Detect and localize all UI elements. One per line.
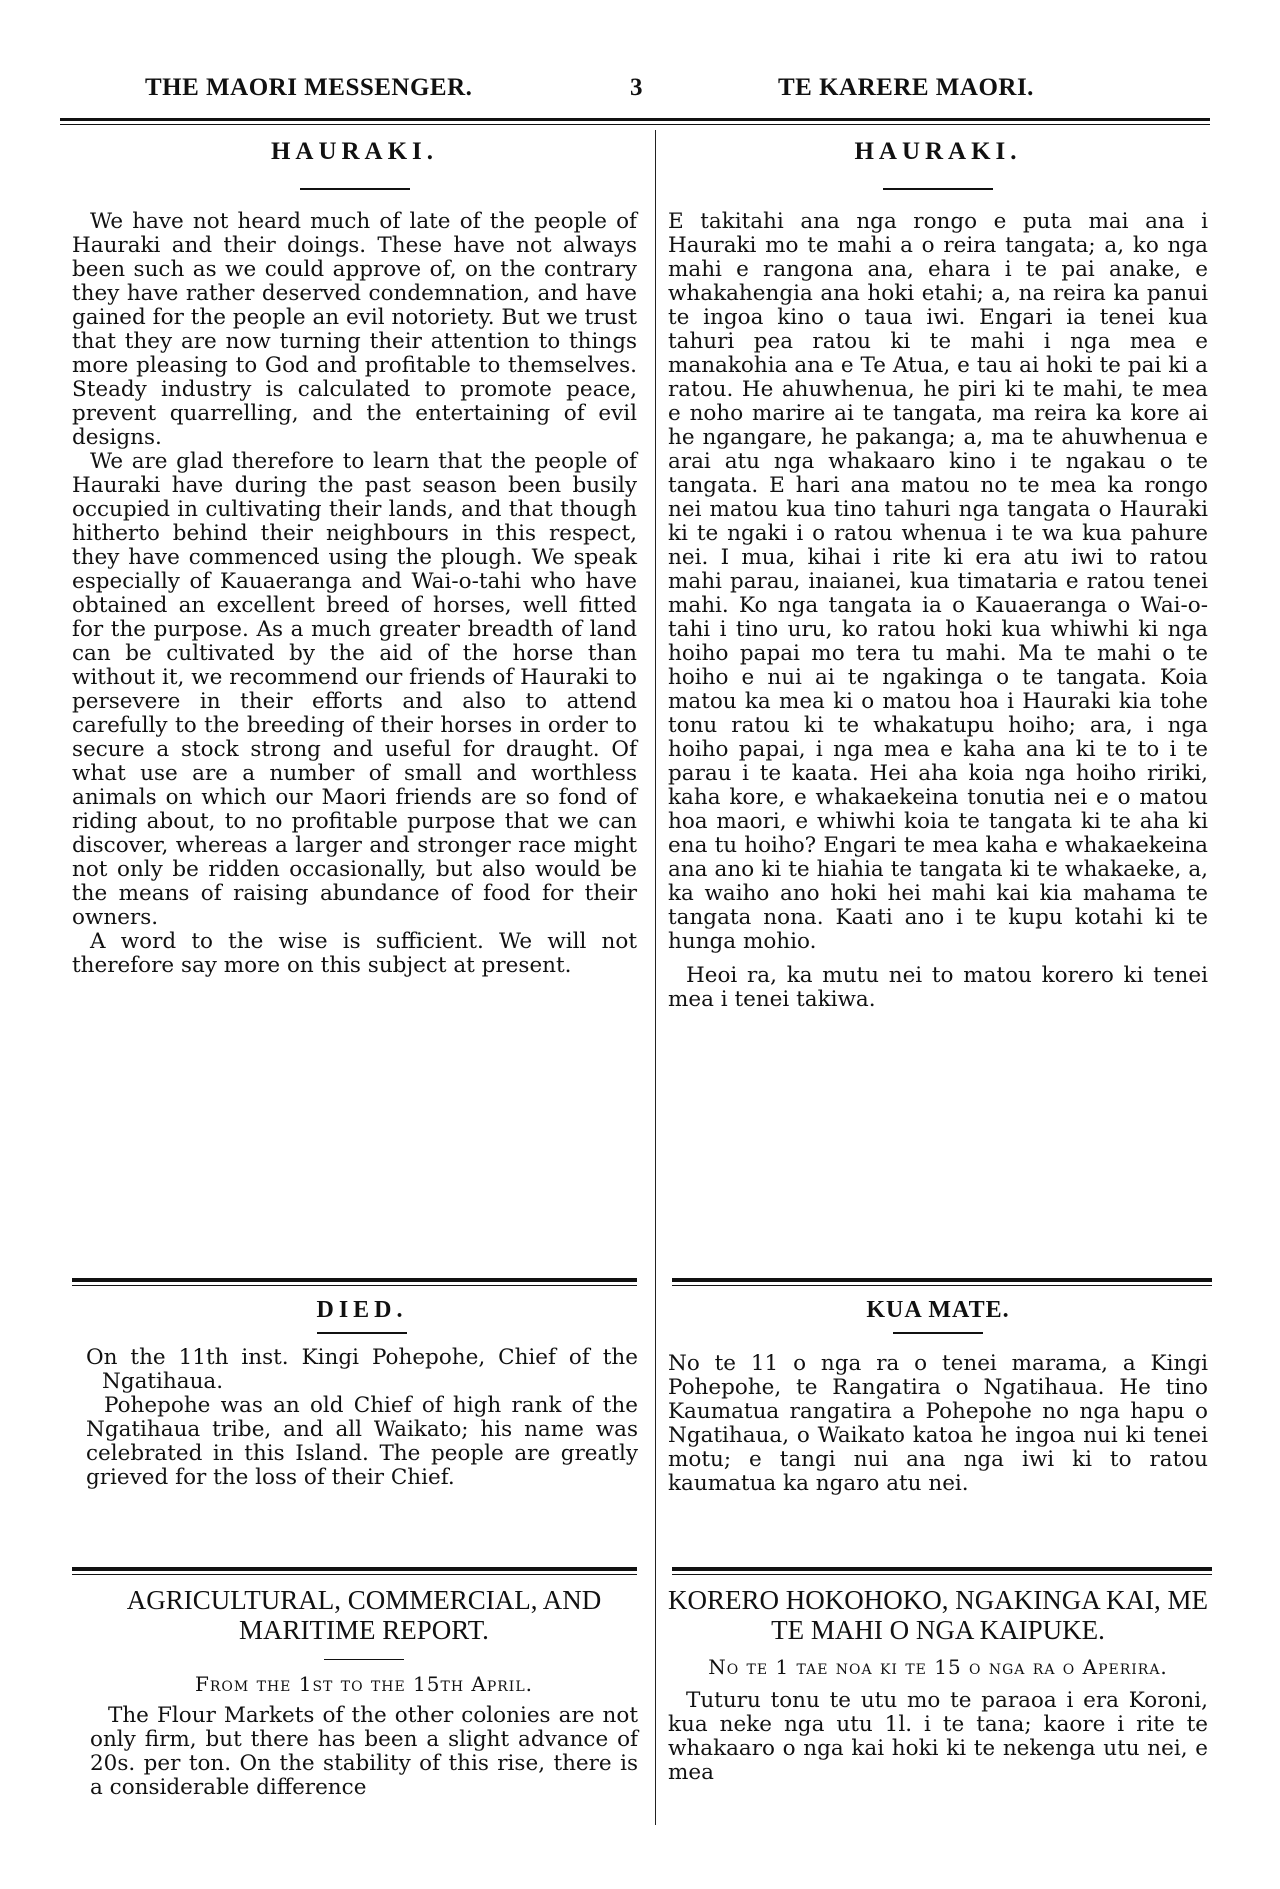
- report-dateline: From the 1st to the 15th April.: [195, 1672, 533, 1696]
- paragraph: No te 11 o nga ra o tenei marama, a Kingi Pohepohe, te Rangatira o Ngatihaua. He tino Kaumatua rangatira a Pohepohe no nga hapu o Ngatihaua, o Waikato katoa he ingoa nui ki tenei motu; e tangi nui ana nga iwi ki to ratou kaumatua ka ngaro atu nei.: [668, 1351, 1208, 1496]
- heading-rule: [883, 188, 993, 190]
- report-heading: AGRICULTURAL, COMMERCIAL, AND MARITIME REPORT.: [126, 1585, 602, 1645]
- heading-rule: [324, 1659, 404, 1660]
- paragraph: We are glad therefore to learn that the people of Hauraki have during the past season been busily occupied in cultivating their lands, and that though hitherto behind their neighbours in this respect, they have commenced using the plough. We speak especially of Kauaeranga and Wai-o-tahi who have obtained an excellent breed of horses, well fitted for the purpose. As a much greater breadth of land can be cultivated by the aid of the horse than without it, we recommend our friends of Hauraki to persevere in their efforts and also to attend carefully to the breeding of their horses in order to secure a stock strong and useful for draught. Of what use are a number of small and worthless animals on which our Maori friends are so fond of riding about, to no profitable purpose that we can discover, whereas a larger and stronger race might not only be ridden occasionally, but also would be the means of raising abundance of food for their owners.: [72, 449, 637, 930]
- paragraph: We have not heard much of late of the people of Hauraki and their doings. These have not always been such as we could approve of, on the contrary they have rather deserved condemnation, and have gained for the people an evil notoriety. But we trust that they are now turning their attention to things more pleasing to God and profitable to themselves. Steady industry is calculated to promote peace, prevent quarrelling, and the entertaining of evil designs.: [72, 209, 637, 450]
- report-english: [90, 1585, 638, 1800]
- masthead: [60, 72, 1210, 112]
- column-divider: [655, 130, 656, 1825]
- paragraph: Heoi ra, ka mutu nei to matou korero ki tenei mea i tenei takiwa.: [668, 963, 1208, 1012]
- section-rule-thin: [672, 1574, 1212, 1575]
- section-rule: [72, 1278, 637, 1282]
- heading-rule: [317, 1332, 407, 1334]
- notice-heading: DIED.: [316, 1297, 408, 1323]
- paragraph: A word to the wise is sufficient. We will not therefore say more on this subject at present.: [72, 929, 637, 978]
- masthead-rule: [60, 118, 1210, 121]
- paragraph: The Flour Markets of the other colonies are not only firm, but there has been a slight advance of 20s. per ton. On the stability of this rise, there is a considerable difference: [90, 1703, 638, 1800]
- section-rule-thin: [672, 1285, 1212, 1286]
- heading-rule: [300, 188, 410, 190]
- heading-rule: [893, 1332, 983, 1334]
- section-rule: [72, 1567, 637, 1571]
- paragraph: On the 11th inst. Kingi Pohepohe, Chief of the Ngatihaua.: [86, 1345, 638, 1394]
- article-heading: HAURAKI.: [854, 138, 1022, 165]
- section-rule: [672, 1567, 1212, 1571]
- notice-died-english: [86, 1298, 638, 1490]
- masthead-rule-thin: [60, 124, 1210, 125]
- notice-heading: KUA MATE.: [866, 1297, 1010, 1323]
- notice-died-maori: [668, 1298, 1208, 1496]
- section-rule: [672, 1278, 1212, 1282]
- article-hauraki-maori: [668, 140, 1208, 1012]
- report-maori: [668, 1585, 1208, 1785]
- report-heading: KORERO HOKOHOKO, NGAKINGA KAI, ME TE MAHI O NGA KAIPUKE.: [668, 1585, 1208, 1645]
- paragraph: Pohepohe was an old Chief of high rank of the Ngatihaua tribe, and all Waikato; his name was celebrated in this Island. The people are greatly grieved for the loss of their Chief.: [86, 1393, 638, 1490]
- paragraph: Tuturu tonu te utu mo te paraoa i era Koroni, kua neke nga utu 1l. i te tana; kaore i rite te whakaaro o nga kai hoki ki te nekenga utu nei, e mea: [668, 1688, 1208, 1785]
- article-hauraki-english: [72, 140, 637, 978]
- page-number: 3: [630, 74, 643, 101]
- masthead-maori-title: TE KARERE MAORI.: [778, 74, 1034, 101]
- report-dateline: No te 1 tae noa ki te 15 o nga ra o Aperira.: [708, 1655, 1168, 1679]
- section-rule-thin: [72, 1285, 637, 1286]
- paragraph: E takitahi ana nga rongo e puta mai ana i Hauraki mo te mahi a o reira tangata; a, ko nga mahi e rangona ana, ehara i te pai anake, e whakahengia ana hoki etahi; a, na reira ka panui te ingoa kino o taua iwi. Engari ia tenei kua tahuri pea ratou ki te mahi i nga mea e manakohia ana e Te Atua, e tau ai hoki te pai ki a ratou. He ahuwhenua, he piri ki te mahi, te mea e noho marire ai te tangata, ma reira ka kore ai he ngangare, he pakanga; a, ma te ahuwhenua e arai atu nga whakaaro kino i te ngakau o te tangata. E hari ana matou no te mea ka rongo nei matou kua tino tahuri nga tangata o Hauraki ki te ngaki i o ratou whenua i te wa kua pahure nei. I mua, kihai i rite ki era atu iwi to ratou mahi parau, inaianei, kua timataria e ratou tenei mahi. Ko nga tangata ia o Kauaeranga o Wai-o-tahi i tino uru, ko ratou hoki kua whiwhi ki nga hoiho papai mo tera tu mahi. Ma te mahi o te hoiho e nui ai te ngakinga o te tangata. Koia matou ka mea ki o matou hoa i Hauraki kia tohe tonu ratou ki te whakatupu hoiho; ara, i nga hoiho papai, i nga mea e kaha ana ki te to i te parau i te kaata. Hei aha koia nga hoiho ririki, kaha kore, e whakaekeina tonutia nei e o matou hoa maori, e whiwhi koia te tangata ki te aha ki ena tu hoiho? Engari te mea kaha e whakaekeina ana ano ki te hiahia te tangata ki te whakaeke, a, ka waiho ano hoki hei mahi kai kia mahama te tangata nona. Kaati ano i te kupu kotahi ki te hunga mohio.: [668, 209, 1208, 954]
- section-rule-thin: [72, 1574, 637, 1575]
- masthead-english-title: THE MAORI MESSENGER.: [145, 74, 473, 101]
- article-heading: HAURAKI.: [270, 138, 439, 165]
